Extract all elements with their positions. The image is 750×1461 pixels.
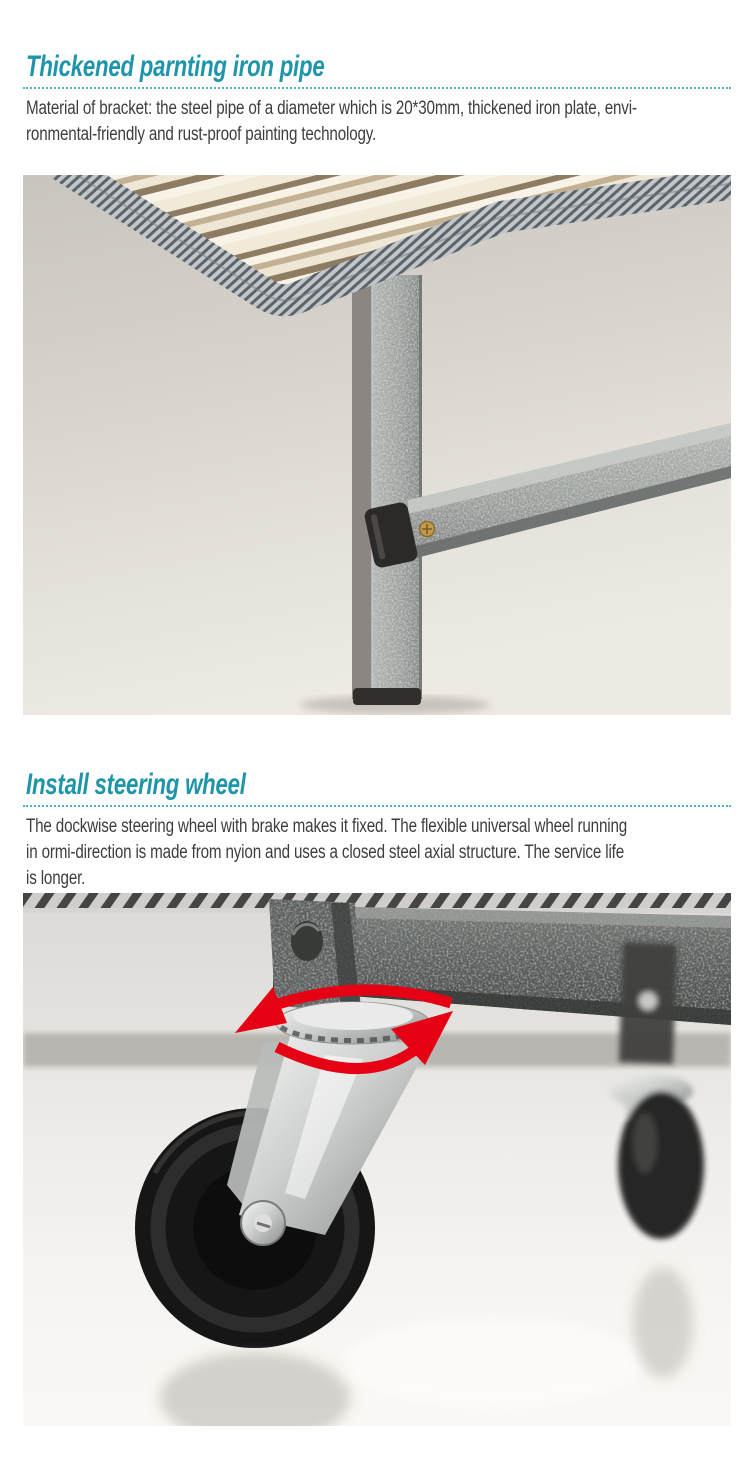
iron-pipe-leg [352, 275, 422, 705]
bracket-hole [291, 921, 323, 961]
body-line: ronmental-friendly and rust-proof painting technology. [26, 124, 377, 145]
section-body-steering-wheel [26, 814, 738, 892]
floor-glare [343, 1318, 643, 1408]
body-line: in ormi-direction is made from nyion and uses a closed steel axial structure. The service life [26, 842, 625, 863]
bed-mesh-strip [23, 893, 731, 908]
body-line: Material of bracket: the steel pipe of a diameter which is 20*30mm, thickened iron plate, envi- [26, 98, 637, 119]
body-line: The dockwise steering wheel with brake makes it fixed. The flexible universal wheel running [26, 816, 628, 837]
screw [420, 522, 435, 537]
steering-wheel-illustration [23, 893, 731, 1426]
iron-pipe-illustration [23, 175, 731, 715]
section-heading-steering-wheel: Install steering wheel [26, 768, 246, 801]
body-line: is longer. [26, 868, 86, 889]
steering-wheel-photo [23, 893, 731, 1426]
axle-bolt [241, 1201, 285, 1245]
dotted-divider [23, 805, 731, 807]
dotted-divider [23, 87, 731, 89]
iron-pipe-photo [23, 175, 731, 715]
section-heading-iron-pipe: Thickened parnting iron pipe [26, 50, 325, 83]
section-body-iron-pipe [26, 96, 738, 148]
leg-foot-cap [353, 688, 421, 705]
